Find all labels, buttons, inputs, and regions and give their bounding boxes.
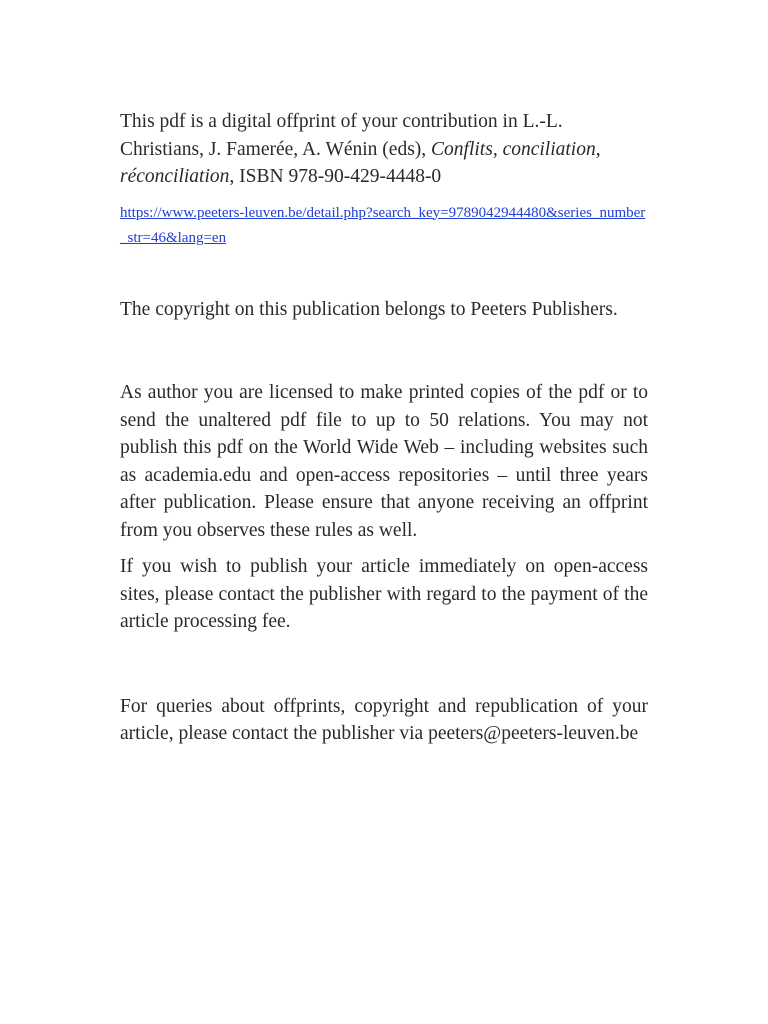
queries-paragraph: For queries about offprints, copyright and republication of your article, please contact the publisher via peeters@peeters-leuven.be [120,695,648,744]
open-access-paragraph: If you wish to publish your article immediately on open-access sites, please contact the publisher with regard to the payment of the article processing fee. [120,556,648,632]
license-paragraph: As author you are licensed to make printed copies of the pdf or to send the unaltered pdf file to up to 50 relations. You may not publish this pdf on the World Wide Web – including websites such as academia.edu and open-access repositories – until three years after publication. Please ensure that anyone receiving an offprint from you observes these rules as well. [120,382,648,541]
intro-prefix: This pdf is a digital offprint of your contribution in L.-L. Christians, J. Famerée, A. Wénin (eds), [120,111,563,160]
intro-suffix: , ISBN 978-90-429-4448-0 [229,166,442,187]
copyright-paragraph: The copyright on this publication belongs to Peeters Publishers. [120,298,618,320]
publication-link[interactable]: https://www.peeters-leuven.be/detail.php?search_key=9789042944480&series_number_str=46&lang=en [120,204,646,246]
document-page [120,108,648,748]
intro-paragraph [120,108,648,191]
book-title: Conflits, conciliation, réconciliation [120,138,601,187]
